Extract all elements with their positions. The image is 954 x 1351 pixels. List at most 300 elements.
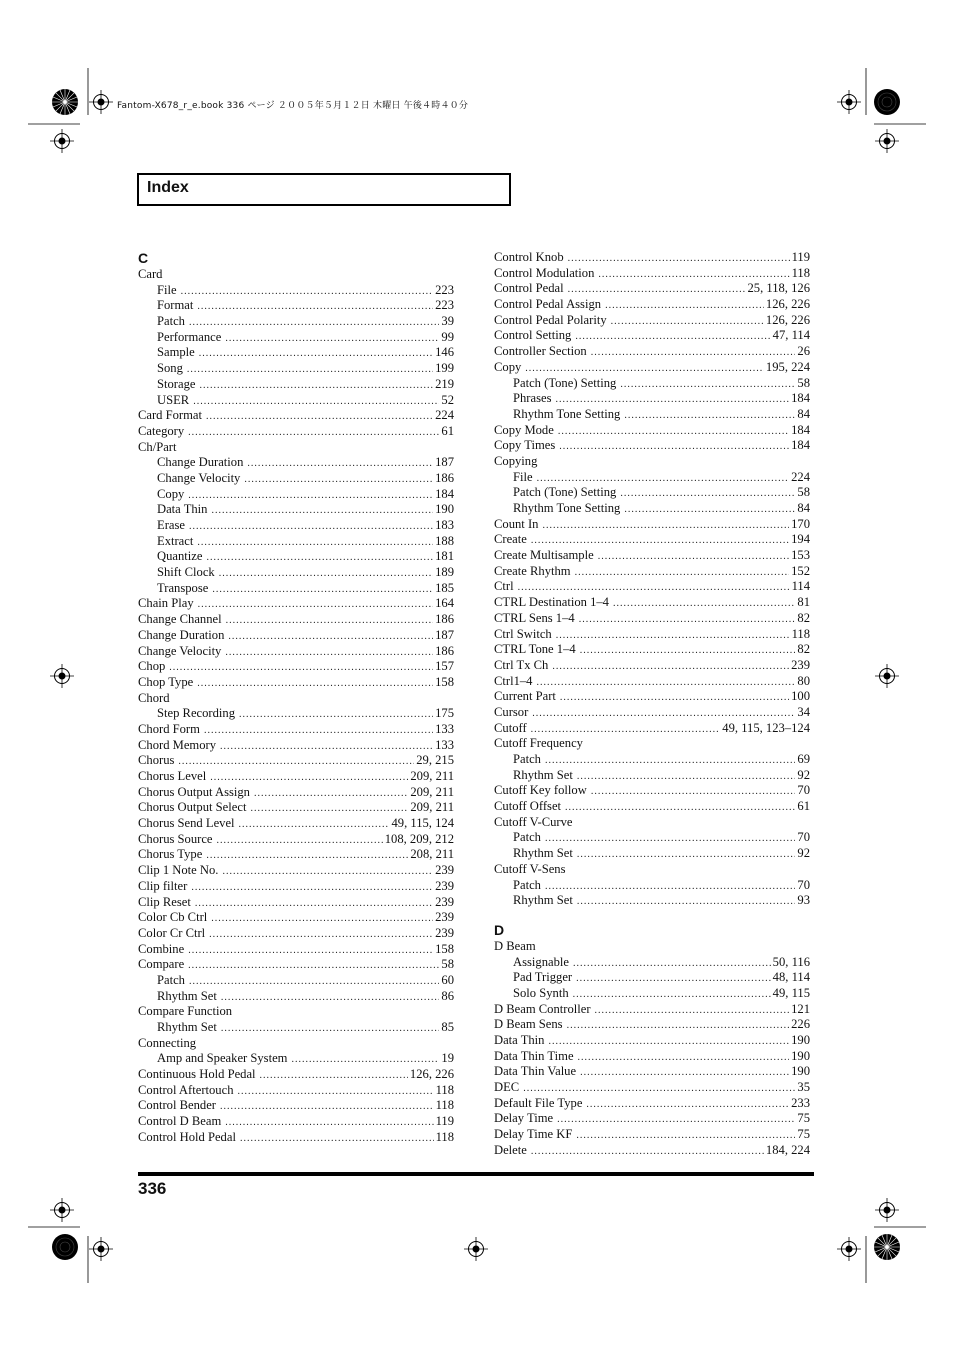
index-term: Data Thin	[494, 1033, 545, 1047]
index-page-refs: 186	[435, 643, 454, 658]
dot-leader	[624, 502, 795, 518]
index-page-refs: 39	[441, 314, 454, 329]
index-entry	[138, 408, 454, 424]
index-term: Cursor	[494, 704, 529, 719]
index-subentry	[138, 330, 454, 346]
index-entry	[494, 705, 810, 721]
index-page-refs: 75	[797, 1127, 810, 1142]
dot-leader	[219, 566, 433, 582]
index-term: Combine	[138, 941, 185, 956]
index-page-refs: 158	[435, 941, 454, 956]
index-page-refs: 92	[797, 767, 810, 782]
dot-leader	[577, 769, 796, 785]
index-subentry	[138, 518, 454, 534]
index-entry	[494, 689, 810, 705]
index-entry	[138, 942, 454, 958]
index-page-refs: 146	[435, 345, 454, 360]
index-page-refs: 233	[791, 1095, 810, 1110]
index-page-refs: 50, 116	[772, 954, 810, 969]
index-page-refs: 81	[797, 595, 810, 610]
index-term: Connecting	[138, 1035, 197, 1050]
dot-leader	[188, 958, 439, 974]
index-page-refs: 69	[797, 752, 810, 766]
footer-rule	[138, 1172, 814, 1176]
dot-leader	[567, 1018, 790, 1034]
index-term: Ctrl Switch	[494, 626, 552, 641]
index-subentry	[494, 955, 810, 971]
dot-leader	[239, 707, 433, 723]
index-subentry	[494, 470, 810, 486]
index-page-refs: 75	[797, 1111, 810, 1126]
dot-leader	[238, 1084, 434, 1100]
index-subentry	[138, 298, 454, 314]
index-subentry	[494, 893, 810, 909]
index-term: Assignable	[513, 954, 569, 969]
index-term: DEC	[494, 1080, 520, 1095]
index-term: Chord Form	[138, 721, 200, 736]
index-term: CTRL Sens 1–4	[494, 610, 575, 625]
index-page-refs: 86	[441, 988, 454, 1003]
index-entry	[494, 939, 810, 955]
index-page-refs: 58	[441, 957, 454, 972]
index-entry	[494, 721, 810, 737]
index-term: Erase	[157, 518, 185, 532]
dot-leader	[209, 927, 433, 943]
dot-leader	[555, 392, 789, 408]
index-term: Compare Function	[138, 1004, 233, 1019]
index-entry	[494, 344, 810, 360]
index-page-refs: 34	[797, 704, 810, 719]
index-subentry	[494, 986, 810, 1002]
dot-leader	[291, 1052, 439, 1068]
index-term: Ctrl Tx Ch	[494, 657, 549, 672]
dot-leader	[189, 519, 433, 535]
index-page-refs: 118	[791, 626, 810, 641]
dot-leader	[598, 267, 789, 283]
index-entry	[138, 1067, 454, 1083]
index-entry	[494, 595, 810, 611]
index-term: Format	[157, 298, 194, 313]
dot-leader	[211, 503, 433, 519]
index-entry	[494, 1033, 810, 1049]
index-term: Compare	[138, 957, 185, 972]
index-page-refs: 119	[435, 1114, 454, 1129]
index-entry	[494, 328, 810, 344]
dot-leader	[557, 1112, 795, 1128]
dot-leader	[188, 425, 439, 441]
index-subentry	[138, 393, 454, 409]
index-entry	[138, 1083, 454, 1099]
dot-leader	[211, 911, 433, 927]
index-page-refs: 209, 211	[410, 800, 454, 815]
index-page-refs: 82	[797, 642, 810, 657]
index-page-refs: 183	[435, 518, 454, 532]
index-page-refs: 190	[791, 1048, 810, 1063]
index-term: Color Cb Ctrl	[138, 910, 208, 925]
dot-leader	[178, 754, 414, 770]
dot-leader	[181, 284, 434, 300]
index-term: File	[157, 282, 177, 297]
index-page-refs: 48, 114	[772, 970, 810, 985]
index-page-refs: 58	[797, 375, 810, 390]
index-entry	[138, 769, 454, 785]
dot-leader	[595, 1003, 790, 1019]
index-term: Copy	[494, 359, 522, 374]
index-entry	[494, 564, 810, 580]
index-page-refs: 49, 115	[772, 985, 810, 1000]
index-entry	[494, 1143, 810, 1159]
index-term: Step Recording	[157, 706, 235, 721]
index-page-refs: 224	[791, 469, 810, 484]
index-entry	[138, 644, 454, 660]
index-entry	[494, 1017, 810, 1033]
page-number: 336	[138, 1179, 167, 1198]
dot-leader	[240, 1131, 434, 1147]
index-entry	[138, 424, 454, 440]
index-column-left	[138, 250, 454, 1146]
index-entry	[138, 612, 454, 628]
index-page-refs: 119	[791, 250, 810, 264]
dot-leader	[586, 1097, 789, 1113]
dot-leader	[206, 409, 433, 425]
index-term: Transpose	[157, 580, 209, 595]
index-page-refs: 70	[797, 830, 810, 845]
index-subentry	[138, 455, 454, 471]
index-subentry	[138, 549, 454, 565]
index-subentry	[138, 534, 454, 550]
index-term: Patch (Tone) Setting	[513, 485, 617, 500]
index-page-refs: 121	[791, 1001, 810, 1016]
index-page-refs: 184	[791, 422, 810, 437]
index-subentry	[138, 1020, 454, 1036]
index-page-refs: 84	[797, 501, 810, 515]
index-page-refs: 186	[435, 612, 454, 627]
index-entry	[494, 517, 810, 533]
index-subentry	[138, 706, 454, 722]
dot-leader	[222, 864, 433, 880]
index-term: Copy	[157, 486, 185, 501]
index-entry	[494, 1111, 810, 1127]
index-page-refs: 153	[791, 548, 810, 563]
dot-leader	[576, 971, 771, 987]
dot-leader	[537, 471, 790, 487]
dot-leader	[169, 660, 433, 676]
dot-leader	[239, 817, 390, 833]
index-entry	[138, 879, 454, 895]
index-term: Cutoff Key follow	[494, 783, 587, 798]
index-subentry	[494, 846, 810, 862]
index-term: Quantize	[157, 549, 203, 564]
index-term: Phrases	[513, 391, 552, 406]
section-title-box	[137, 173, 511, 206]
section-title: Index	[147, 179, 189, 196]
index-term: Control Pedal	[494, 281, 564, 296]
dot-leader	[552, 659, 789, 675]
dot-leader	[204, 723, 433, 739]
dot-leader	[193, 394, 439, 410]
dot-leader	[611, 314, 764, 330]
index-term: Control Knob	[494, 250, 564, 264]
dot-leader	[576, 1128, 795, 1144]
index-page-refs: 219	[435, 376, 454, 391]
index-term: CTRL Tone 1–4	[494, 642, 576, 657]
index-page-refs: 47, 114	[772, 328, 810, 343]
index-term: Cutoff	[494, 720, 527, 735]
dot-leader	[613, 596, 795, 612]
print-header-meta: Fantom-X678_r_e.book 336 ページ ２００５年５月１２日 木曜日 午後４時４０分	[117, 101, 469, 111]
index-subentry	[494, 485, 810, 501]
index-term: Change Duration	[138, 627, 225, 642]
index-entry	[138, 440, 454, 456]
index-page-refs: 126, 226	[765, 297, 810, 312]
index-entry	[494, 627, 810, 643]
index-page-refs: 208, 211	[410, 847, 454, 862]
index-page-refs: 35	[797, 1080, 810, 1095]
index-entry	[494, 297, 810, 313]
index-page-refs: 239	[435, 894, 454, 909]
index-page-refs: 184, 224	[765, 1142, 810, 1157]
index-subentry	[494, 878, 810, 894]
index-term: Delay Time KF	[494, 1127, 573, 1142]
index-subentry	[138, 471, 454, 487]
index-page-refs: 19	[441, 1051, 454, 1066]
dot-leader	[220, 1099, 434, 1115]
index-page-refs: 190	[791, 1033, 810, 1047]
index-page-refs: 61	[797, 799, 810, 814]
index-entry	[494, 579, 810, 595]
index-term: Control Aftertouch	[138, 1082, 234, 1097]
dot-leader	[558, 424, 789, 440]
index-page-refs: 99	[441, 329, 454, 344]
index-subentry	[494, 501, 810, 517]
dot-leader	[212, 582, 433, 598]
index-entry	[138, 267, 454, 283]
dot-leader	[226, 613, 434, 629]
index-entry	[138, 1130, 454, 1146]
dot-leader	[188, 943, 433, 959]
index-page-refs: 85	[441, 1020, 454, 1034]
index-page-refs: 184	[791, 391, 810, 406]
index-term: Control Pedal Polarity	[494, 312, 607, 327]
dot-leader	[577, 894, 796, 910]
index-page-refs: 61	[441, 423, 454, 438]
index-term: Clip 1 Note No.	[138, 863, 219, 878]
dot-leader	[565, 800, 795, 816]
index-term: Shift Clock	[157, 565, 215, 580]
dot-leader	[575, 329, 770, 345]
index-term: Count In	[494, 516, 539, 531]
index-page-refs: 100	[791, 689, 810, 704]
index-term: D Beam	[494, 938, 536, 953]
index-term: Cutoff Frequency	[494, 736, 583, 751]
index-page-refs: 223	[435, 298, 454, 313]
index-entry	[494, 1049, 810, 1065]
index-term: Controller Section	[494, 344, 587, 359]
dot-leader	[260, 1068, 408, 1084]
dot-leader	[578, 1050, 790, 1066]
index-page-refs: 118	[791, 265, 810, 280]
index-page-refs: 70	[797, 783, 810, 798]
index-page-refs: 175	[435, 706, 454, 721]
index-term: Control Pedal Assign	[494, 297, 602, 312]
index-page-refs: 60	[441, 972, 454, 987]
index-entry	[494, 862, 810, 878]
index-term: Chord	[138, 690, 170, 705]
index-term: Chop	[138, 659, 166, 674]
dot-leader	[548, 1034, 789, 1050]
dot-leader	[210, 770, 408, 786]
index-page-refs: 26	[797, 344, 810, 359]
index-page-refs: 223	[435, 282, 454, 297]
index-term: Copy Times	[494, 438, 556, 453]
index-term: Chorus Level	[138, 769, 207, 783]
dot-leader	[573, 956, 771, 972]
index-term: Rhythm Set	[157, 1020, 217, 1034]
index-term: Control Bender	[138, 1098, 216, 1113]
index-term: Ch/Part	[138, 439, 177, 454]
index-entry	[494, 1127, 810, 1143]
index-page-refs: 185	[435, 580, 454, 595]
index-term: Change Velocity	[138, 643, 222, 658]
index-entry	[138, 675, 454, 691]
dot-leader	[545, 831, 795, 847]
index-subentry	[494, 391, 810, 407]
index-subentry	[138, 377, 454, 393]
index-term: Patch	[513, 752, 541, 766]
index-entry	[138, 628, 454, 644]
dot-leader	[225, 1115, 433, 1131]
index-page-refs: 187	[435, 627, 454, 642]
index-term: Change Channel	[138, 612, 222, 627]
index-page-refs: 70	[797, 877, 810, 892]
index-entry	[494, 815, 810, 831]
index-entry	[494, 642, 810, 658]
index-page-refs: 189	[435, 565, 454, 580]
index-page-refs: 133	[435, 721, 454, 736]
index-page-refs: 49, 115, 123–124	[722, 720, 810, 735]
index-page-refs: 190	[791, 1064, 810, 1079]
index-term: Ctrl1–4	[494, 673, 533, 688]
index-page-refs: 194	[791, 532, 810, 547]
index-term: Solo Synth	[513, 985, 569, 1000]
dot-leader	[525, 361, 764, 377]
index-term: USER	[157, 392, 190, 407]
dot-leader	[197, 676, 433, 692]
index-term: Data Thin Time	[494, 1048, 574, 1063]
index-page-refs: 114	[791, 579, 810, 594]
index-page-refs: 133	[435, 737, 454, 752]
index-term: D Beam Sens	[494, 1017, 563, 1032]
index-entry	[138, 910, 454, 926]
index-page-refs: 52	[441, 392, 454, 407]
index-subentry	[138, 283, 454, 299]
dot-leader	[545, 753, 795, 769]
dot-leader	[532, 706, 795, 722]
index-entry	[494, 532, 810, 548]
dot-leader	[580, 643, 796, 659]
dot-leader	[536, 675, 795, 691]
dot-leader	[197, 299, 433, 315]
dot-leader	[221, 1021, 440, 1037]
index-term: Clip filter	[138, 878, 188, 893]
index-entry	[138, 832, 454, 848]
index-page-refs: 118	[435, 1129, 454, 1144]
index-term: Control Hold Pedal	[138, 1129, 236, 1144]
index-term: Clip Reset	[138, 894, 191, 909]
index-page-refs: 187	[435, 455, 454, 470]
index-page-refs: 184	[435, 486, 454, 501]
index-term: Patch	[157, 972, 185, 987]
index-term: Card	[138, 267, 163, 281]
index-term: Delay Time	[494, 1111, 554, 1126]
index-page-refs: 93	[797, 893, 810, 908]
index-subentry	[494, 376, 810, 392]
index-entry	[494, 438, 810, 454]
index-page-refs: 58	[797, 485, 810, 500]
index-entry	[138, 1004, 454, 1020]
index-page-refs: 126, 226	[409, 1067, 454, 1082]
index-entry	[494, 1064, 810, 1080]
index-term: CTRL Destination 1–4	[494, 595, 609, 610]
index-term: Rhythm Tone Setting	[513, 406, 621, 421]
index-term: Extract	[157, 533, 194, 548]
index-term: Copy Mode	[494, 422, 554, 437]
index-entry	[494, 674, 810, 690]
dot-leader	[531, 1144, 764, 1160]
dot-leader	[545, 879, 795, 895]
index-subentry	[138, 487, 454, 503]
dot-leader	[187, 362, 433, 378]
index-entry	[138, 957, 454, 973]
index-term: Patch	[157, 314, 185, 329]
dot-leader	[523, 1081, 795, 1097]
index-entry	[138, 1114, 454, 1130]
index-entry	[138, 863, 454, 879]
index-entry	[494, 281, 810, 297]
index-page-refs: 239	[435, 925, 454, 940]
dot-leader	[254, 786, 408, 802]
index-entry	[138, 926, 454, 942]
index-entry	[138, 596, 454, 612]
dot-leader	[624, 408, 795, 424]
index-page-refs: 152	[791, 563, 810, 578]
index-entry	[494, 1096, 810, 1112]
index-subentry	[138, 314, 454, 330]
index-page-refs: 126, 226	[765, 312, 810, 327]
index-page-refs: 181	[435, 549, 454, 564]
index-page-refs: 224	[435, 408, 454, 423]
index-page-refs: 25, 118, 126	[747, 281, 810, 296]
index-page-refs: 92	[797, 846, 810, 861]
dot-leader	[247, 456, 433, 472]
index-entry	[494, 736, 810, 752]
index-term: Change Duration	[157, 455, 244, 470]
dot-leader	[556, 628, 790, 644]
index-letter-heading: C	[138, 250, 149, 266]
index-term: Change Velocity	[157, 470, 241, 485]
index-page-refs: 157	[435, 659, 454, 674]
index-term: Patch	[513, 830, 541, 845]
dot-leader	[225, 645, 433, 661]
dot-leader	[577, 847, 796, 863]
index-entry	[494, 313, 810, 329]
dot-leader	[199, 378, 433, 394]
dot-leader	[591, 345, 796, 361]
index-entry	[494, 454, 810, 470]
index-entry	[494, 360, 810, 376]
index-term: Patch (Tone) Setting	[513, 375, 617, 390]
index-term: Chain Play	[138, 596, 194, 611]
